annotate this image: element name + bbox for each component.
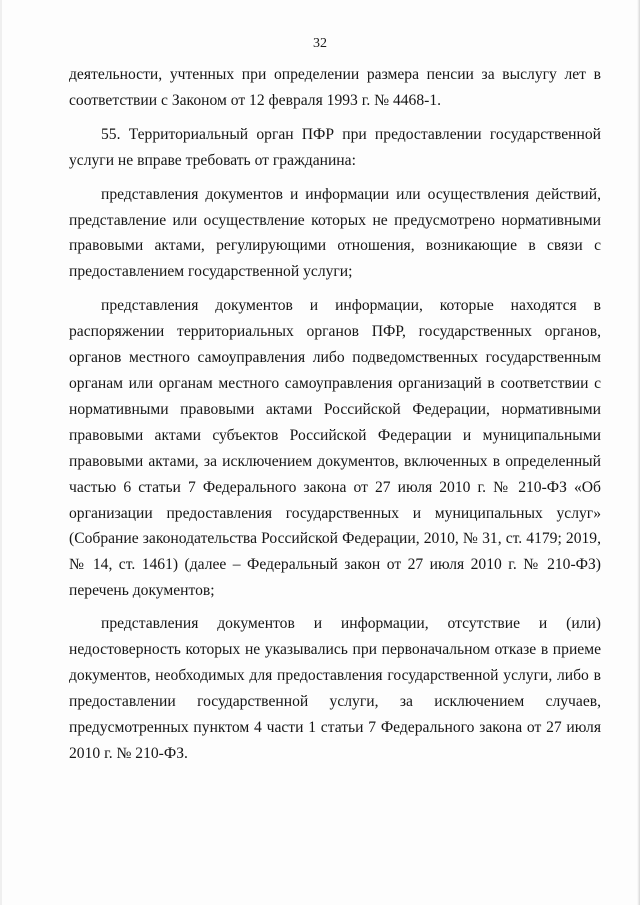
- page-left-edge: [0, 0, 2, 905]
- paragraph-item-55: 55. Территориальный орган ПФР при предоставлении государственной услуги не вправе требовать от гражданина:: [69, 125, 601, 169]
- paragraph-requirement-2: представления документов и информации, которые находятся в распоряжении территориальных органов ПФР, государственных органов, органов местного самоуправления либо подведомственных государственным органам или органам местного самоуправления организаций в соответствии с нормативными правовыми актами Российской Федерации, нормативными правовыми актами субъектов Российской Федерации и муниципальными правовыми актами, за исключением документов, включенных в определенный частью 6 статьи 7 Федерального закона от 27 июля 2010 г. № 210-ФЗ «Об организации предоставления государственных и муниципальных услуг» (Собрание законодательства Российской Федерации, 2010, № 31, ст. 4179; 2019, № 14, ст. 1461) (далее – Федеральный закон от 27 июля 2010 г. № 210-ФЗ) перечень документов;: [69, 297, 601, 600]
- paragraph-requirement-1: представления документов и информации или осуществления действий, представление или осуществление которых не предусмотрено нормативными правовыми актами, регулирующими отношения, возникающие в связи с предоставлением государственной услуги;: [69, 185, 601, 281]
- document-body: [69, 62, 601, 767]
- paragraph-continuation: деятельности, учтенных при определении размера пенсии за выслугу лет в соответствии с Законом от 12 февраля 1993 г. № 4468-1.: [69, 66, 601, 109]
- paragraph-requirement-3: представления документов и информации, отсутствие и (или) недостоверность которых не указывались при первоначальном отказе в приеме документов, необходимых для предоставления государственной услуги, либо в предоставлении государственной услуги, за исключением случаев, предусмотренных пунктом 4 части 1 статьи 7 Федерального закона от 27 июля 2010 г. № 210-ФЗ.: [69, 615, 601, 762]
- page-number: 32: [313, 36, 327, 51]
